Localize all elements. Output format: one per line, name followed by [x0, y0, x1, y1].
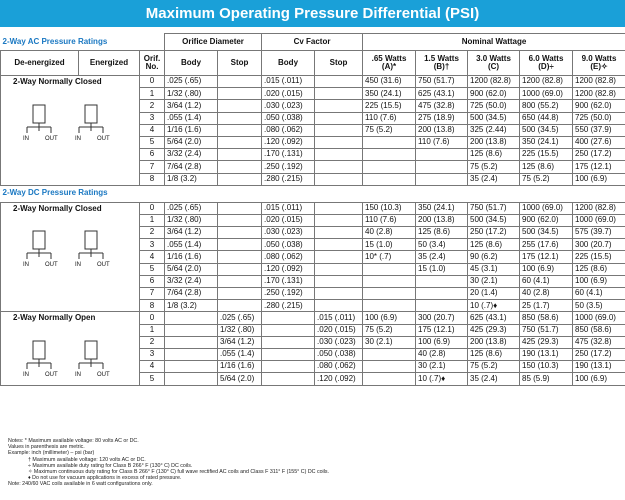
value-cell: 100 (6.9) [363, 312, 416, 324]
value-cell: 150 (10.3) [363, 202, 416, 214]
value-cell: 800 (55.2) [520, 100, 573, 112]
value-cell [218, 239, 262, 251]
value-cell: 150 (10.3) [520, 361, 573, 373]
value-cell: 1200 (82.8) [520, 76, 573, 88]
value-cell: 1200 (82.8) [573, 88, 625, 100]
dc-normally-closed-valve-cell [1, 202, 140, 312]
value-cell: 3/64 (1.2) [218, 336, 262, 348]
in-port-label: IN [75, 262, 82, 268]
value-cell: .015 (.011) [262, 202, 315, 214]
value-cell [218, 136, 262, 148]
value-cell: 75 (5.2) [363, 124, 416, 136]
footnote: ✧ Maximum continuous duty rating for Class B 266° F (130° C) full wave rectified AC coils and Class F 311° F (155° C) DC coils. [28, 469, 330, 476]
value-cell: .080 (.062) [315, 361, 363, 373]
value-cell: .015 (.011) [315, 312, 363, 324]
out-port-label: OUT [97, 371, 110, 377]
table-row [1, 312, 625, 324]
value-cell: 100 (6.9) [573, 275, 625, 287]
value-cell: 10* (.7) [363, 251, 416, 263]
watt-30-header: 3.0 Watts (C) [468, 51, 520, 76]
footnote: ÷ Maximum available duty rating for Class B 266° F (130° C) DC coils. [28, 462, 193, 469]
value-cell [363, 300, 416, 312]
value-cell [315, 112, 363, 124]
orifice-number-cell: 3 [140, 348, 165, 360]
value-cell [315, 88, 363, 100]
value-cell [363, 348, 416, 360]
table-row [1, 76, 625, 88]
out-port-label: OUT [44, 371, 58, 377]
value-cell: 325 (2.44) [468, 124, 520, 136]
value-cell: 225 (15.5) [573, 251, 625, 263]
ac-section-title: 2-Way AC Pressure Ratings [1, 34, 165, 51]
value-cell: 250 (17.2) [573, 149, 625, 161]
value-cell: 255 (17.6) [520, 239, 573, 251]
orifice-number-cell: 0 [140, 312, 165, 324]
value-cell: 400 (27.6) [573, 136, 625, 148]
footnote: ♦ Do not use for vacuum applications in excess of rated pressure. [28, 475, 182, 482]
orifice-number-cell: 8 [140, 300, 165, 312]
value-cell [218, 124, 262, 136]
value-cell: 175 (12.1) [520, 251, 573, 263]
value-cell: 7/64 (2.8) [165, 288, 218, 300]
pressure-table [0, 33, 625, 386]
value-cell [416, 173, 468, 185]
value-cell [262, 361, 315, 373]
value-cell [363, 373, 416, 385]
valve-diagrams [3, 101, 137, 144]
watt-60-header: 6.0 Watts (D)÷ [520, 51, 573, 76]
value-cell [165, 361, 218, 373]
value-cell: 190 (13.1) [573, 361, 625, 373]
orifice-number-header: Orif. No. [140, 51, 165, 76]
value-cell: 225 (15.5) [520, 149, 573, 161]
value-cell: 90 (6.2) [468, 251, 520, 263]
dc-normally-closed-deenergized-valve-diagram-icon [19, 227, 69, 267]
value-cell: 1/16 (1.6) [218, 361, 262, 373]
value-cell: 650 (44.8) [520, 112, 573, 124]
value-cell: 40 (2.8) [363, 227, 416, 239]
value-cell: 1/32 (.80) [218, 324, 262, 336]
value-cell: 275 (18.9) [416, 112, 468, 124]
value-cell: 40 (2.8) [416, 348, 468, 360]
value-cell [165, 373, 218, 385]
value-cell [363, 361, 416, 373]
value-cell: 25 (1.7) [520, 300, 573, 312]
value-cell [315, 227, 363, 239]
dc-normally-closed-energized-valve-diagram-icon [71, 227, 121, 267]
value-cell: 10 (.7)♦ [416, 373, 468, 385]
value-cell: .055 (1.4) [218, 348, 262, 360]
value-cell [315, 149, 363, 161]
value-cell: 900 (62.0) [573, 100, 625, 112]
value-cell: 125 (8.6) [416, 227, 468, 239]
value-cell: 500 (34.5) [468, 112, 520, 124]
in-port-label: IN [75, 135, 82, 141]
value-cell: 200 (13.8) [416, 124, 468, 136]
value-cell: 350 (24.1) [416, 202, 468, 214]
value-cell [363, 263, 416, 275]
out-port-label: OUT [97, 135, 110, 141]
value-cell [218, 214, 262, 226]
value-cell [262, 312, 315, 324]
value-cell: 30 (2.1) [363, 336, 416, 348]
value-cell: 3/32 (2.4) [165, 149, 218, 161]
value-cell: .080 (.062) [262, 124, 315, 136]
cv-stop-header: Stop [315, 51, 363, 76]
value-cell: 500 (34.5) [468, 214, 520, 226]
value-cell [218, 251, 262, 263]
orifice-number-cell: 0 [140, 76, 165, 88]
value-cell [315, 288, 363, 300]
value-cell: .020 (.015) [315, 324, 363, 336]
value-cell: 125 (8.6) [468, 239, 520, 251]
value-cell: 50 (3.4) [416, 239, 468, 251]
orifice-number-cell: 7 [140, 161, 165, 173]
value-cell: .280 (.215) [262, 173, 315, 185]
value-cell: 625 (43.1) [416, 88, 468, 100]
value-cell: 425 (29.3) [468, 324, 520, 336]
value-cell: 100 (6.9) [573, 173, 625, 185]
value-cell: .050 (.038) [315, 348, 363, 360]
value-cell: 50 (3.5) [573, 300, 625, 312]
value-cell: 900 (62.0) [468, 88, 520, 100]
value-cell: 100 (6.9) [520, 263, 573, 275]
orifice-number-cell: 2 [140, 227, 165, 239]
value-cell: 500 (34.5) [520, 227, 573, 239]
value-cell [315, 239, 363, 251]
value-cell [315, 202, 363, 214]
value-cell [416, 149, 468, 161]
value-cell: .120 (.092) [262, 136, 315, 148]
value-cell [363, 161, 416, 173]
orifice-number-cell: 2 [140, 100, 165, 112]
value-cell: .250 (.192) [262, 288, 315, 300]
orifice-number-cell: 5 [140, 373, 165, 385]
ac-normally-closed-deenergized-valve-diagram-icon [19, 101, 69, 141]
value-cell [315, 173, 363, 185]
value-cell: .280 (.215) [262, 300, 315, 312]
value-cell: 350 (24.1) [363, 88, 416, 100]
orifice-diameter-header: Orifice Diameter [165, 34, 262, 51]
orifice-number-cell: 4 [140, 251, 165, 263]
orifice-number-cell: 1 [140, 88, 165, 100]
valve-diagrams [3, 337, 137, 380]
value-cell: 100 (6.9) [416, 336, 468, 348]
ac-normally-closed-energized-valve-diagram-icon [71, 101, 121, 141]
value-cell: 175 (12.1) [416, 324, 468, 336]
orifice-number-cell: 2 [140, 336, 165, 348]
value-cell: 1000 (69.0) [520, 202, 573, 214]
in-port-label: IN [22, 135, 29, 141]
value-cell [218, 76, 262, 88]
value-cell: 30 (2.1) [416, 361, 468, 373]
pressure-table-wrapper [0, 33, 625, 386]
value-cell: 1200 (82.8) [573, 202, 625, 214]
value-cell [218, 275, 262, 287]
value-cell [165, 336, 218, 348]
value-cell: 550 (37.9) [573, 124, 625, 136]
value-cell: 30 (2.1) [468, 275, 520, 287]
value-cell: 110 (7.6) [363, 112, 416, 124]
value-cell: 5/64 (2.0) [165, 263, 218, 275]
out-port-label: OUT [97, 262, 110, 268]
out-port-label: OUT [44, 135, 58, 141]
orifice-number-cell: 7 [140, 288, 165, 300]
value-cell: 3/64 (1.2) [165, 100, 218, 112]
value-cell: .120 (.092) [262, 263, 315, 275]
value-cell: 750 (51.7) [520, 324, 573, 336]
value-cell: 35 (2.4) [468, 173, 520, 185]
value-cell: 1200 (82.8) [468, 76, 520, 88]
table-row [1, 202, 625, 214]
value-cell: 475 (32.8) [573, 336, 625, 348]
value-cell [218, 263, 262, 275]
orifice-number-cell: 8 [140, 173, 165, 185]
value-cell [218, 161, 262, 173]
value-cell: .080 (.062) [262, 251, 315, 263]
cv-body-header: Body [262, 51, 315, 76]
orifice-body-header: Body [165, 51, 218, 76]
watt-065-header: .65 Watts (A)* [363, 51, 416, 76]
value-cell [262, 373, 315, 385]
value-cell: 85 (5.9) [520, 373, 573, 385]
dc-normally-open-energized-valve-diagram-icon [71, 337, 121, 377]
value-cell [218, 202, 262, 214]
value-cell [218, 88, 262, 100]
value-cell: 1/16 (1.6) [165, 124, 218, 136]
footnotes [8, 438, 618, 488]
value-cell [416, 275, 468, 287]
dc-normally-open-valve-cell [1, 312, 140, 385]
value-cell: 475 (32.8) [416, 100, 468, 112]
value-cell [416, 161, 468, 173]
value-cell: .120 (.092) [315, 373, 363, 385]
orifice-stop-header: Stop [218, 51, 262, 76]
value-cell: 35 (2.4) [416, 251, 468, 263]
dc-normally-open-deenergized-valve-diagram-icon [19, 337, 69, 377]
value-cell [315, 251, 363, 263]
value-cell: 5/64 (2.0) [218, 373, 262, 385]
footnote: Note: 240/60 VAC coils available in 6 watt configurations only. [8, 481, 153, 488]
value-cell [262, 324, 315, 336]
footnote: † Maximum available voltage: 120 volts AC or DC. [28, 456, 146, 463]
value-cell: .050 (.038) [262, 112, 315, 124]
value-cell: 60 (4.1) [520, 275, 573, 287]
value-cell: .170 (.131) [262, 275, 315, 287]
value-cell [262, 348, 315, 360]
valve-type-label: 2-Way Normally Closed [13, 203, 102, 213]
orifice-number-cell: 1 [140, 214, 165, 226]
cv-factor-header: Cv Factor [262, 34, 363, 51]
value-cell [218, 227, 262, 239]
value-cell: .030 (.023) [315, 336, 363, 348]
value-cell [363, 149, 416, 161]
value-cell: 3/64 (1.2) [165, 227, 218, 239]
value-cell: .025 (.65) [165, 202, 218, 214]
value-cell: 300 (20.7) [573, 239, 625, 251]
deenergized-header: De-energized [1, 51, 79, 76]
value-cell [262, 336, 315, 348]
value-cell [218, 300, 262, 312]
value-cell: 850 (58.6) [520, 312, 573, 324]
value-cell: 725 (50.0) [468, 100, 520, 112]
value-cell: 1200 (82.8) [573, 76, 625, 88]
in-port-label: IN [75, 371, 82, 377]
value-cell [315, 161, 363, 173]
value-cell [315, 124, 363, 136]
value-cell: .055 (1.4) [165, 239, 218, 251]
value-cell: 125 (8.6) [468, 348, 520, 360]
value-cell: 75 (5.2) [363, 324, 416, 336]
value-cell: 900 (62.0) [520, 214, 573, 226]
orifice-number-cell: 0 [140, 202, 165, 214]
energized-header: Energized [79, 51, 140, 76]
orifice-number-cell: 4 [140, 361, 165, 373]
valve-diagrams [3, 227, 137, 270]
value-cell: 1000 (69.0) [573, 214, 625, 226]
value-cell: 75 (5.2) [468, 361, 520, 373]
value-cell: 1/8 (3.2) [165, 300, 218, 312]
value-cell: 15 (1.0) [363, 239, 416, 251]
value-cell [315, 263, 363, 275]
value-cell: 850 (58.6) [573, 324, 625, 336]
value-cell: .030 (.023) [262, 100, 315, 112]
value-cell: 110 (7.6) [416, 136, 468, 148]
value-cell [165, 324, 218, 336]
value-cell [218, 173, 262, 185]
value-cell [315, 214, 363, 226]
value-cell: 1/16 (1.6) [165, 251, 218, 263]
footnote: Notes: * Maximum available voltage: 80 volts AC or DC. [8, 438, 139, 444]
orifice-number-cell: 5 [140, 136, 165, 148]
value-cell: 300 (20.7) [416, 312, 468, 324]
valve-type-label: 2-Way Normally Closed [13, 77, 102, 86]
value-cell: 200 (13.8) [468, 136, 520, 148]
value-cell: 1/32 (.80) [165, 88, 218, 100]
value-cell [315, 275, 363, 287]
value-cell: 60 (4.1) [573, 288, 625, 300]
value-cell [165, 312, 218, 324]
value-cell: .020 (.015) [262, 214, 315, 226]
value-cell [315, 136, 363, 148]
value-cell: 3/32 (2.4) [165, 275, 218, 287]
value-cell: 125 (8.6) [520, 161, 573, 173]
value-cell: 350 (24.1) [520, 136, 573, 148]
out-port-label: OUT [44, 262, 58, 268]
value-cell [363, 136, 416, 148]
value-cell: 575 (39.7) [573, 227, 625, 239]
value-cell: 100 (6.9) [573, 373, 625, 385]
orifice-number-cell: 4 [140, 124, 165, 136]
value-cell: 1000 (69.0) [573, 312, 625, 324]
value-cell: 625 (43.1) [468, 312, 520, 324]
value-cell: 20 (1.4) [468, 288, 520, 300]
orifice-number-cell: 5 [140, 263, 165, 275]
value-cell: .055 (1.4) [165, 112, 218, 124]
value-cell: 1000 (69.0) [520, 88, 573, 100]
value-cell [363, 288, 416, 300]
value-cell: .030 (.023) [262, 227, 315, 239]
value-cell: 125 (8.6) [468, 149, 520, 161]
orifice-number-cell: 6 [140, 149, 165, 161]
value-cell: 75 (5.2) [468, 161, 520, 173]
value-cell: 225 (15.5) [363, 100, 416, 112]
value-cell [315, 76, 363, 88]
value-cell: 10 (.7)♦ [468, 300, 520, 312]
watt-15-header: 1.5 Watts (B)† [416, 51, 468, 76]
value-cell [315, 100, 363, 112]
orifice-number-cell: 3 [140, 112, 165, 124]
value-cell: 45 (3.1) [468, 263, 520, 275]
value-cell [218, 149, 262, 161]
value-cell: 5/64 (2.0) [165, 136, 218, 148]
ac-normally-closed-valve-cell [1, 76, 140, 186]
value-cell: 125 (8.6) [573, 263, 625, 275]
value-cell: 1/32 (.80) [165, 214, 218, 226]
footnote: Example: inch (millimeter) – psi (bar) [8, 450, 95, 457]
value-cell [363, 173, 416, 185]
value-cell: .050 (.038) [262, 239, 315, 251]
value-cell: 750 (51.7) [416, 76, 468, 88]
dc-section-title: 2-Way DC Pressure Ratings [1, 185, 625, 202]
value-cell [416, 300, 468, 312]
in-port-label: IN [22, 371, 29, 377]
value-cell [363, 275, 416, 287]
value-cell: .250 (.192) [262, 161, 315, 173]
value-cell: .020 (.015) [262, 88, 315, 100]
value-cell: 250 (17.2) [468, 227, 520, 239]
orifice-number-cell: 1 [140, 324, 165, 336]
value-cell [218, 288, 262, 300]
nominal-wattage-header: Nominal Wattage [363, 34, 625, 51]
value-cell [218, 100, 262, 112]
value-cell: 450 (31.6) [363, 76, 416, 88]
value-cell: 75 (5.2) [520, 173, 573, 185]
orifice-number-cell: 6 [140, 275, 165, 287]
value-cell [416, 288, 468, 300]
value-cell: 200 (13.8) [468, 336, 520, 348]
value-cell: 1/8 (3.2) [165, 173, 218, 185]
value-cell: .025 (.65) [218, 312, 262, 324]
value-cell: 35 (2.4) [468, 373, 520, 385]
value-cell [315, 300, 363, 312]
value-cell [218, 112, 262, 124]
footnote: Values in parenthesis are metric. [8, 444, 85, 451]
value-cell: 250 (17.2) [573, 348, 625, 360]
value-cell: 15 (1.0) [416, 263, 468, 275]
value-cell: 7/64 (2.8) [165, 161, 218, 173]
value-cell [165, 348, 218, 360]
value-cell: 200 (13.8) [416, 214, 468, 226]
value-cell: 110 (7.6) [363, 214, 416, 226]
value-cell: .015 (.011) [262, 76, 315, 88]
value-cell: 175 (12.1) [573, 161, 625, 173]
value-cell: 190 (13.1) [520, 348, 573, 360]
in-port-label: IN [22, 262, 29, 268]
value-cell: 40 (2.8) [520, 288, 573, 300]
page-title: Maximum Operating Pressure Differential (PSI) [0, 0, 625, 27]
orifice-number-cell: 3 [140, 239, 165, 251]
value-cell: 750 (51.7) [468, 202, 520, 214]
value-cell: 425 (29.3) [520, 336, 573, 348]
watt-90-header: 9.0 Watts (E)✧ [573, 51, 625, 76]
value-cell: .170 (.131) [262, 149, 315, 161]
value-cell: .025 (.65) [165, 76, 218, 88]
valve-type-label: 2-Way Normally Open [13, 313, 96, 323]
value-cell: 500 (34.5) [520, 124, 573, 136]
value-cell: 725 (50.0) [573, 112, 625, 124]
